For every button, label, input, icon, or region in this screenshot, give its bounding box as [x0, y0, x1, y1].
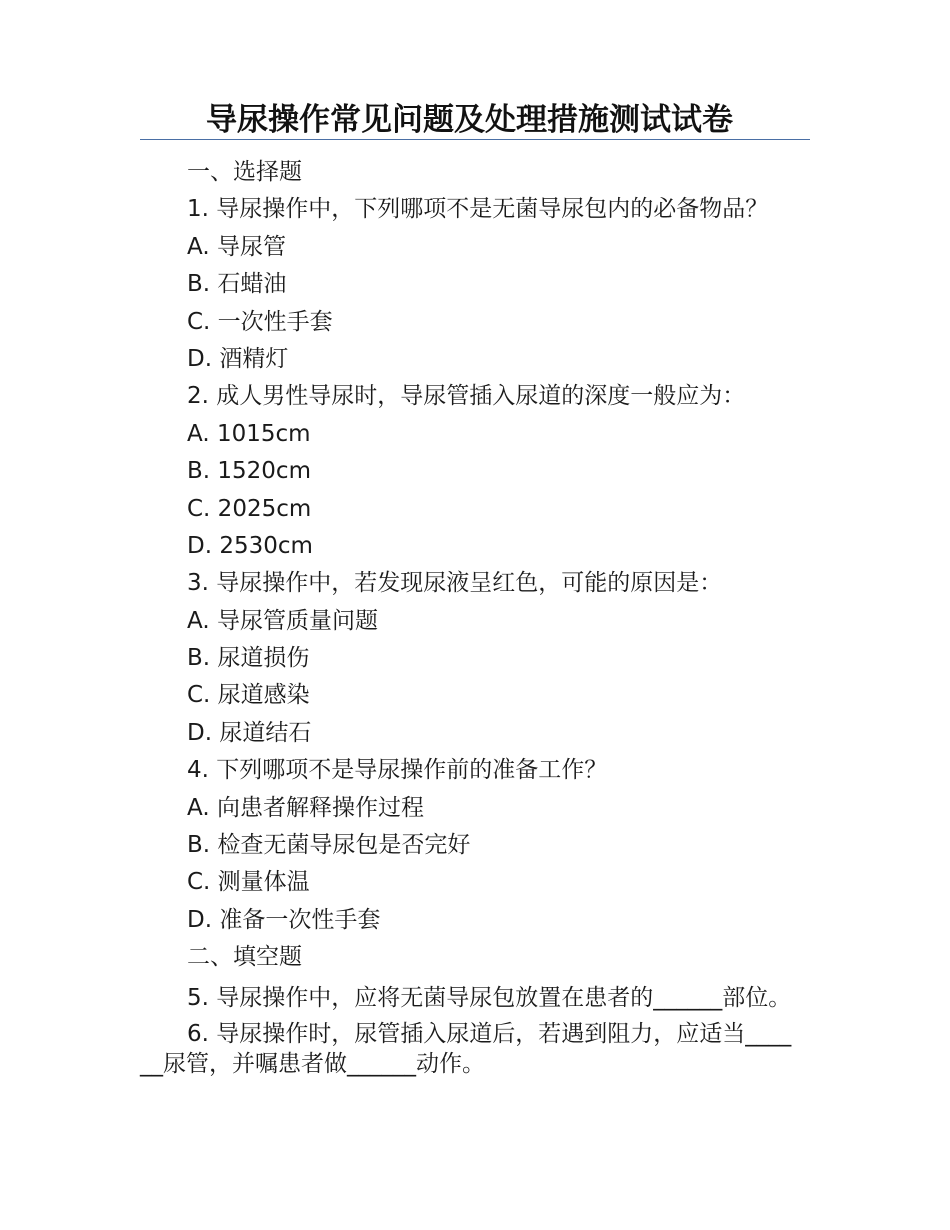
question-option: A. 导尿管质量问题: [187, 607, 378, 634]
question-option: A. 1015cm: [187, 420, 311, 447]
question-option: D. 酒精灯: [187, 345, 289, 372]
question-option: C. 一次性手套: [187, 308, 333, 335]
section-heading-fill: 二、填空题: [187, 944, 302, 971]
question-option: B. 石蜡油: [187, 271, 287, 298]
fill-in-question: 5. 导尿操作中，应将无菌导尿包放置在患者的______部位。: [187, 984, 792, 1011]
question-option: B. 尿道损伤: [187, 645, 310, 672]
question-option: B. 检查无菌导尿包是否完好: [187, 832, 471, 859]
question-option: C. 尿道感染: [187, 682, 310, 709]
document-body: [140, 154, 800, 1083]
question-stem: 4. 下列哪项不是导尿操作前的准备工作？: [187, 757, 608, 784]
question-option: D. 2530cm: [187, 532, 313, 559]
question-option: D. 尿道结石: [187, 719, 312, 746]
question-stem: 1. 导尿操作中，下列哪项不是无菌导尿包内的必备物品？: [187, 196, 769, 223]
page-title: 导尿操作常见问题及处理措施测试试卷: [206, 102, 733, 138]
question-option: B. 1520cm: [187, 458, 311, 485]
question-stem: 3. 导尿操作中，若发现尿液呈红色，可能的原因是：: [187, 570, 723, 597]
question-option: C. 测量体温: [187, 869, 310, 896]
section-heading-choice: 一、选择题: [187, 159, 302, 185]
fill-in-question: 6. 导尿操作时，尿管插入尿道后，若遇到阻力，应适当______尿管，并嘱患者做______动作。: [140, 1020, 792, 1077]
question-option: C. 2025cm: [187, 495, 312, 522]
title-underline: [140, 139, 810, 140]
question-option: D. 准备一次性手套: [187, 906, 381, 933]
question-option: A. 向患者解释操作过程: [187, 794, 424, 821]
question-stem: 2. 成人男性导尿时，导尿管插入尿道的深度一般应为：: [187, 383, 746, 410]
question-option: A. 导尿管: [187, 233, 286, 260]
